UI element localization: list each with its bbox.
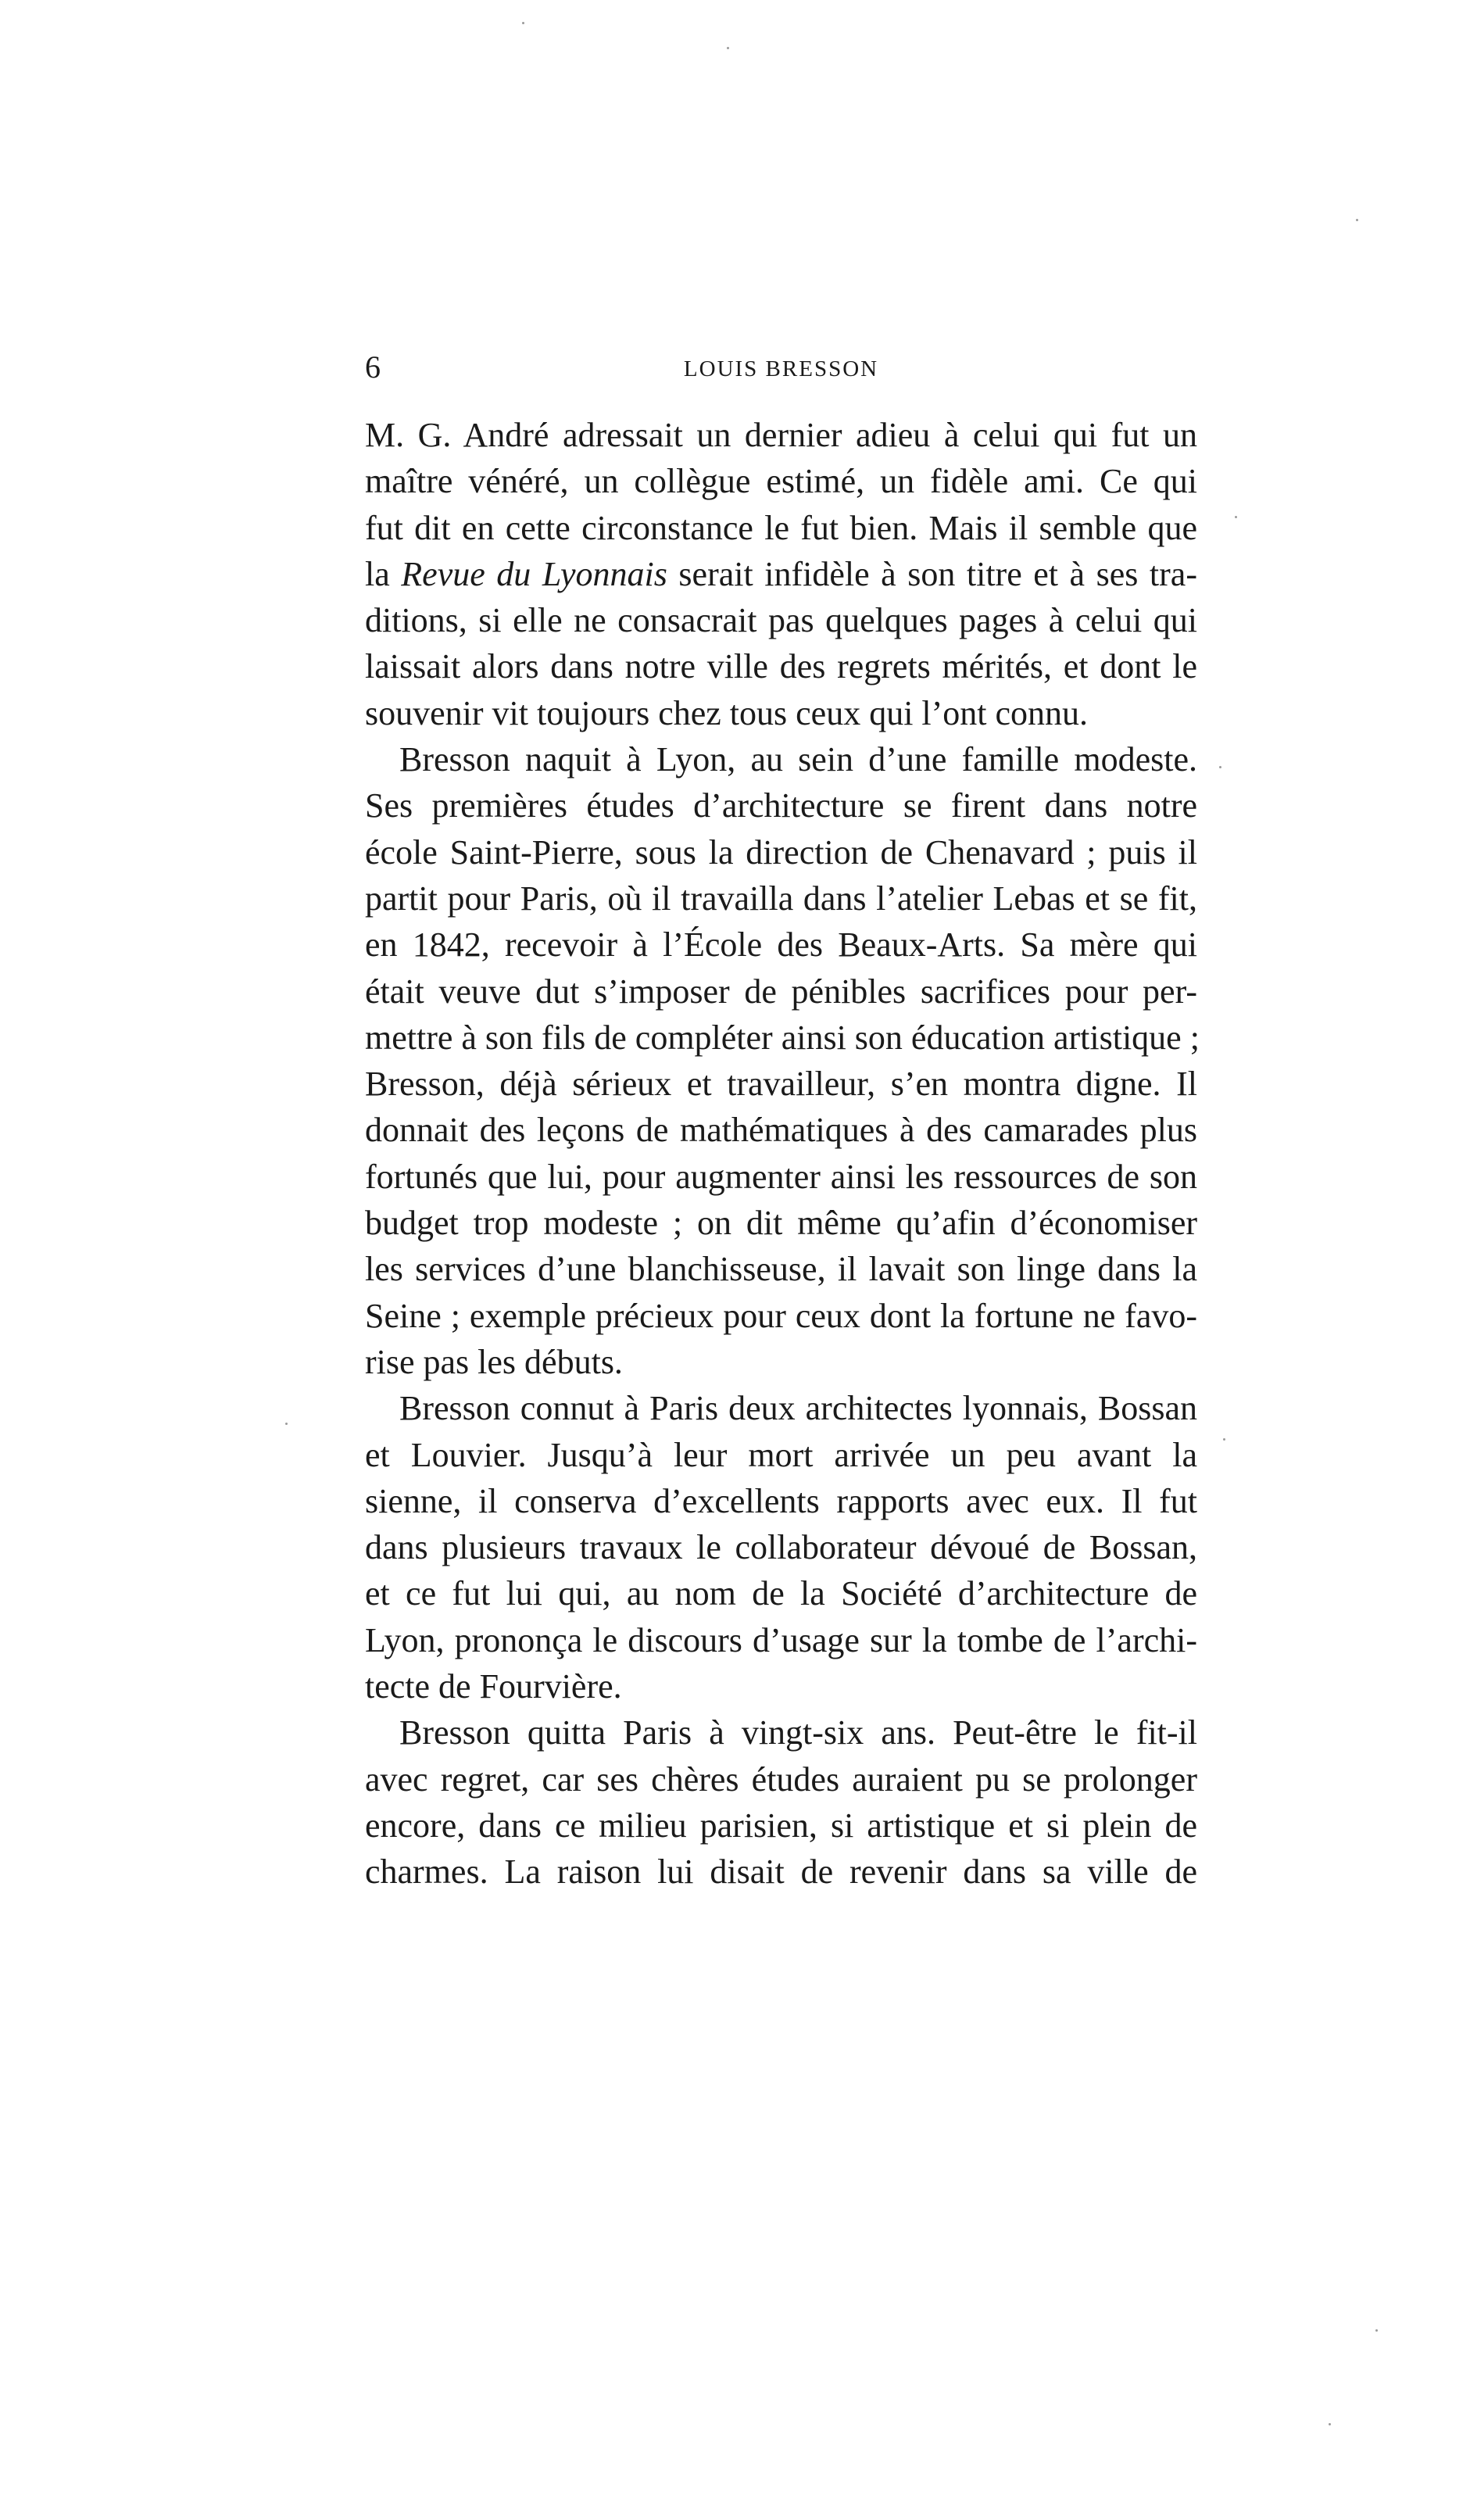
text-line: mettre à son fils de compléter ainsi son éducation artistique ; bbox=[365, 1018, 1200, 1057]
text-line: sienne, il conserva d’excellents rapports avec eux. Il fut bbox=[365, 1481, 1197, 1520]
body-text bbox=[365, 412, 1200, 1895]
text-line: Ses premières études d’architecture se firent dans notre bbox=[365, 786, 1197, 825]
scan-speck bbox=[727, 47, 729, 49]
page-number: 6 bbox=[365, 349, 381, 385]
paragraph-3 bbox=[365, 1385, 1197, 1709]
text-line: était veuve dut s’imposer de pénibles sacrifices pour per- bbox=[365, 972, 1197, 1011]
text-line: partit pour Paris, où il travailla dans l’atelier Lebas et se fit, bbox=[365, 879, 1197, 918]
text-line: Bresson, déjà sérieux et travailleur, s’en montra digne. Il bbox=[365, 1065, 1197, 1104]
scan-speck bbox=[1235, 516, 1237, 518]
text-line: souvenir vit toujours chez tous ceux qui l’ont connu. bbox=[365, 693, 1089, 732]
scan-speck bbox=[1219, 766, 1221, 768]
text-run: la bbox=[365, 554, 402, 593]
text-line: ditions, si elle ne consacrait pas quelques pages à celui qui bbox=[365, 601, 1197, 640]
text-line: Lyon, prononça le discours d’usage sur la tombe de l’archi- bbox=[365, 1620, 1197, 1659]
paragraph-4 bbox=[365, 1709, 1197, 1895]
scan-speck bbox=[522, 22, 524, 24]
running-head bbox=[365, 350, 1197, 385]
paragraph-2 bbox=[365, 736, 1200, 1385]
text-line: fortunés que lui, pour augmenter ainsi les ressources de son bbox=[365, 1157, 1197, 1196]
running-title: LOUIS BRESSON bbox=[683, 356, 879, 381]
text-line: et Louvier. Jusqu’à leur mort arrivée un peu avant la bbox=[365, 1435, 1197, 1474]
text-line: tecte de Fourvière. bbox=[365, 1667, 622, 1706]
scan-speck bbox=[285, 1423, 288, 1425]
text-line: école Saint-Pierre, sous la direction de Chenavard ; puis il bbox=[365, 832, 1197, 872]
text-line: encore, dans ce milieu parisien, si artistique et si plein de bbox=[365, 1806, 1197, 1845]
text-line: donnait des leçons de mathématiques à des camarades plus bbox=[365, 1111, 1197, 1150]
text-line: et ce fut lui qui, au nom de la Société d’architecture de bbox=[365, 1574, 1197, 1613]
text-line: laissait alors dans notre ville des regrets mérités, et dont le bbox=[365, 647, 1197, 686]
scan-speck bbox=[1375, 2329, 1378, 2332]
text-line: budget trop modeste ; on dit même qu’afin d’économiser bbox=[365, 1204, 1197, 1243]
text-line: Bresson quitta Paris à vingt-six ans. Peut-être le fit-il bbox=[399, 1713, 1197, 1752]
text-line: avec regret, car ses chères études auraient pu se prolonger bbox=[365, 1759, 1197, 1799]
text-line: charmes. La raison lui disait de revenir dans sa ville de bbox=[365, 1852, 1197, 1892]
text-line: Bresson connut à Paris deux architectes lyonnais, Bossan bbox=[399, 1389, 1197, 1428]
text-line: M. G. André adressait un dernier adieu à celui qui fut un bbox=[365, 416, 1197, 454]
text-run: serait infidèle à son titre et à ses tra- bbox=[667, 554, 1197, 593]
text-line: en 1842, recevoir à l’École des Beaux-Arts. Sa mère qui bbox=[365, 925, 1197, 965]
text-line: maître vénéré, un collègue estimé, un fidèle ami. Ce qui bbox=[365, 462, 1197, 501]
scan-speck bbox=[1223, 1438, 1225, 1441]
text-line: Bresson naquit à Lyon, au sein d’une famille modeste. bbox=[399, 740, 1197, 779]
text-line bbox=[365, 551, 1197, 597]
scan-speck bbox=[1356, 219, 1358, 221]
journal-title: Revue du Lyonnais bbox=[401, 554, 667, 593]
text-line: rise pas les débuts. bbox=[365, 1342, 623, 1381]
paragraph-1 bbox=[365, 412, 1197, 736]
text-line: les services d’une blanchisseuse, il lavait son linge dans la bbox=[365, 1250, 1197, 1289]
text-line: dans plusieurs travaux le collaborateur dévoué de Bossan, bbox=[365, 1528, 1197, 1567]
text-line: Seine ; exemple précieux pour ceux dont la fortune ne favo- bbox=[365, 1296, 1197, 1335]
text-line: fut dit en cette circonstance le fut bien. Mais il semble que bbox=[365, 508, 1197, 547]
scan-speck bbox=[1329, 2423, 1331, 2425]
